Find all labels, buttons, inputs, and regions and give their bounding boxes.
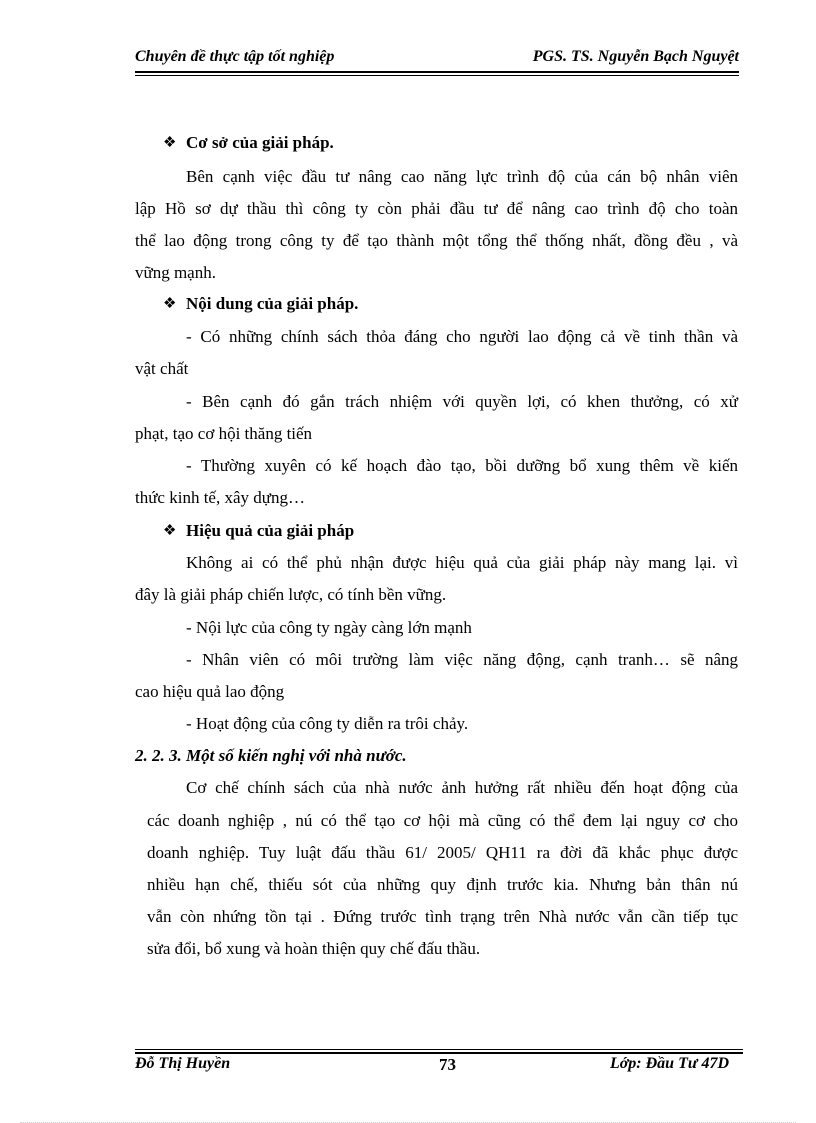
paragraph-line: phạt, tạo cơ hội thăng tiến bbox=[135, 424, 313, 443]
paragraph-line: vững mạnh. bbox=[135, 263, 216, 282]
paragraph-line: - Nội lực của công ty ngày càng lớn mạnh bbox=[186, 618, 472, 637]
page-number: 73 bbox=[439, 1055, 456, 1074]
paragraph-line: cao hiệu quả lao động bbox=[135, 682, 285, 701]
paragraph-line: vẫn còn nhứng tồn tại . Đứng trước tình trạng trên Nhà nước vẫn cần tiếp tục bbox=[147, 907, 738, 926]
diamond-bullet-icon: ❖ bbox=[163, 296, 177, 312]
header-rule-thin bbox=[135, 75, 739, 76]
footer-rule-thin bbox=[135, 1049, 743, 1050]
page-footer bbox=[135, 1055, 743, 1077]
paragraph-line: Bên cạnh việc đầu tư nâng cao năng lực trình độ của cán bộ nhân viên bbox=[186, 167, 738, 186]
section-heading: Hiệu quả của giải pháp bbox=[186, 521, 355, 540]
footer-author: Đỗ Thị Huyền bbox=[135, 1055, 231, 1072]
paragraph-line: Cơ chế chính sách của nhà nước ảnh hưởng rất nhiều đến hoạt động của bbox=[186, 778, 738, 797]
paragraph-line: sửa đổi, bổ xung và hoàn thiện quy chế đấu thầu. bbox=[147, 939, 481, 958]
paragraph-line: - Thường xuyên có kế hoạch đào tạo, bồi dưỡng bổ xung thêm về kiến bbox=[186, 456, 738, 475]
header-title: Chuyên đề thực tập tốt nghiệp bbox=[135, 48, 335, 65]
footer-rule-thick bbox=[135, 1052, 743, 1054]
footer-class: Lớp: Đầu Tư 47D bbox=[609, 1055, 729, 1072]
paragraph-line: vật chất bbox=[135, 359, 189, 378]
header-author: PGS. TS. Nguyễn Bạch Nguyệt bbox=[532, 48, 739, 65]
paragraph-line: - Có những chính sách thỏa đáng cho người lao động cả về tinh thần và bbox=[186, 327, 738, 346]
paragraph-line: - Hoạt động của công ty diễn ra trôi chảy. bbox=[186, 714, 469, 733]
subsection-heading: 2. 2. 3. Một số kiến nghị với nhà nước. bbox=[135, 746, 407, 765]
paragraph-line: - Nhân viên có môi trường làm việc năng động, cạnh tranh… sẽ nâng bbox=[186, 650, 738, 669]
paragraph-line: thức kinh tế, xây dựng… bbox=[135, 488, 305, 507]
paragraph-line: nhiều hạn chế, thiếu sót của những quy định trước kia. Nhưng bản thân nú bbox=[147, 875, 738, 894]
paragraph-line: thể lao động trong công ty để tạo thành một tổng thể thống nhất, đồng đều , và bbox=[135, 231, 738, 250]
section-heading: Nội dung của giải pháp. bbox=[186, 294, 359, 313]
diamond-bullet-icon: ❖ bbox=[163, 135, 177, 151]
paragraph-line: doanh nghiệp. Tuy luật đấu thầu 61/ 2005/ QH11 ra đời đã khắc phục được bbox=[147, 843, 738, 862]
paragraph-line: lập Hồ sơ dự thầu thì công ty còn phải đầu tư để nâng cao trình độ cho toàn bbox=[135, 199, 738, 218]
header-rule-thick bbox=[135, 71, 739, 73]
paragraph-line: đây là giải pháp chiến lược, có tính bền vững. bbox=[135, 585, 447, 604]
page-header bbox=[135, 48, 739, 70]
section-heading: Cơ sở của giải pháp. bbox=[186, 133, 334, 152]
paragraph-line: Không ai có thể phủ nhận được hiệu quả của giải pháp này mang lại. vì bbox=[186, 553, 738, 572]
paragraph-line: - Bên cạnh đó gắn trách nhiệm với quyền lợi, có khen thưởng, có xử bbox=[186, 392, 738, 411]
diamond-bullet-icon: ❖ bbox=[163, 523, 177, 539]
paragraph-line: các doanh nghiệp , nú có thể tạo cơ hội mà cũng có thể đem lại nguy cơ cho bbox=[147, 811, 738, 830]
